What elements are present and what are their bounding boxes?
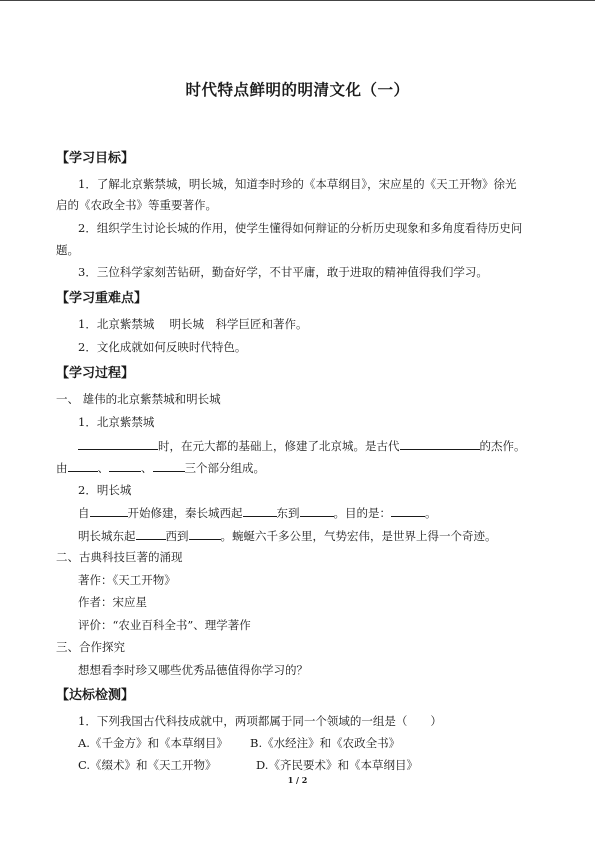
goal-line: 3．三位科学家刻苦钻研，勤奋好学，不甘平庸，敢于进取的精神值得我们学习。 [78,265,488,279]
goal-line: 1．了解北京紫禁城，明长城，知道李时珍的《本草纲目》，宋应星的《天工开物》徐光 [78,177,517,191]
section-heading-key-points: 【学习重难点】 [56,291,148,306]
part-title-3: 三、合作探究 [56,640,125,654]
answer-blank[interactable] [189,527,221,540]
sub-title-forbidden-city: 1．北京紫禁城 [78,415,155,429]
test-question-1: 1．下列我国古代科技成就中，两项都属于同一个领域的一组是（ ） [78,714,442,728]
option-d[interactable]: D.《齐民要术》和《本草纲目》 [256,758,418,772]
goal-line: 启的《农政全书》等重要著作。 [56,198,217,212]
fill-line: 由 、 、 三个部分组成。 [56,461,265,475]
page-number: 1 / 2 [287,775,308,785]
key-point-line: 1．北京紫禁城 明长城 科学巨匠和著作。 [78,317,308,331]
answer-blank[interactable] [300,504,334,517]
answer-blank[interactable] [153,459,185,472]
top-rule [0,0,595,1]
part-title-1: 一、 雄伟的北京紫禁城和明长城 [56,392,221,406]
section-heading-process: 【学习过程】 [56,366,135,381]
answer-blank[interactable] [243,504,277,517]
goal-line: 题。 [56,243,79,257]
option-c[interactable]: C.《缀术》和《天工开物》 [78,758,217,772]
fill-line: 自 开始修建，秦长城西起 东到 。目的是： 。 [78,506,437,520]
answer-blank[interactable] [391,504,425,517]
work-line: 著作：《天工开物》 [78,573,176,587]
option-b[interactable]: B.《水经注》和《农政全书》 [250,736,401,750]
answer-blank[interactable] [78,437,158,450]
answer-blank[interactable] [136,527,166,540]
evaluation-line: 评价：“农业百科全书”、理学著作 [78,618,251,632]
option-a[interactable]: A.《千金方》和《本草纲目》 [78,736,228,750]
answer-blank[interactable] [90,504,128,517]
sub-title-great-wall: 2．明长城 [78,483,132,497]
part-title-2: 二、古典科技巨著的涌现 [56,550,183,564]
answer-blank[interactable] [400,437,480,450]
answer-blank[interactable] [68,459,98,472]
author-line: 作者：宋应星 [78,595,147,609]
fill-line: 明长城东起 西到 。蜿蜒六千多公里，气势宏伟，是世界上得一个奇迹。 [78,529,497,543]
fill-line: 时，在元大都的基础上，修建了北京城。是古代 的杰作。 [78,437,526,454]
discussion-question: 想想看李时珍又哪些优秀品德值得你学习的？ [78,663,308,677]
section-heading-test: 【达标检测】 [56,688,135,703]
goal-line: 2．组织学生讨论长城的作用，使学生懂得如何辩证的分析历史现象和多角度看待历史问 [78,221,523,235]
page-title: 时代特点鲜明的明清文化（一） [185,80,410,99]
key-point-line: 2．文化成就如何反映时代特色。 [78,340,247,354]
section-heading-goals: 【学习目标】 [56,151,135,166]
answer-blank[interactable] [109,459,141,472]
